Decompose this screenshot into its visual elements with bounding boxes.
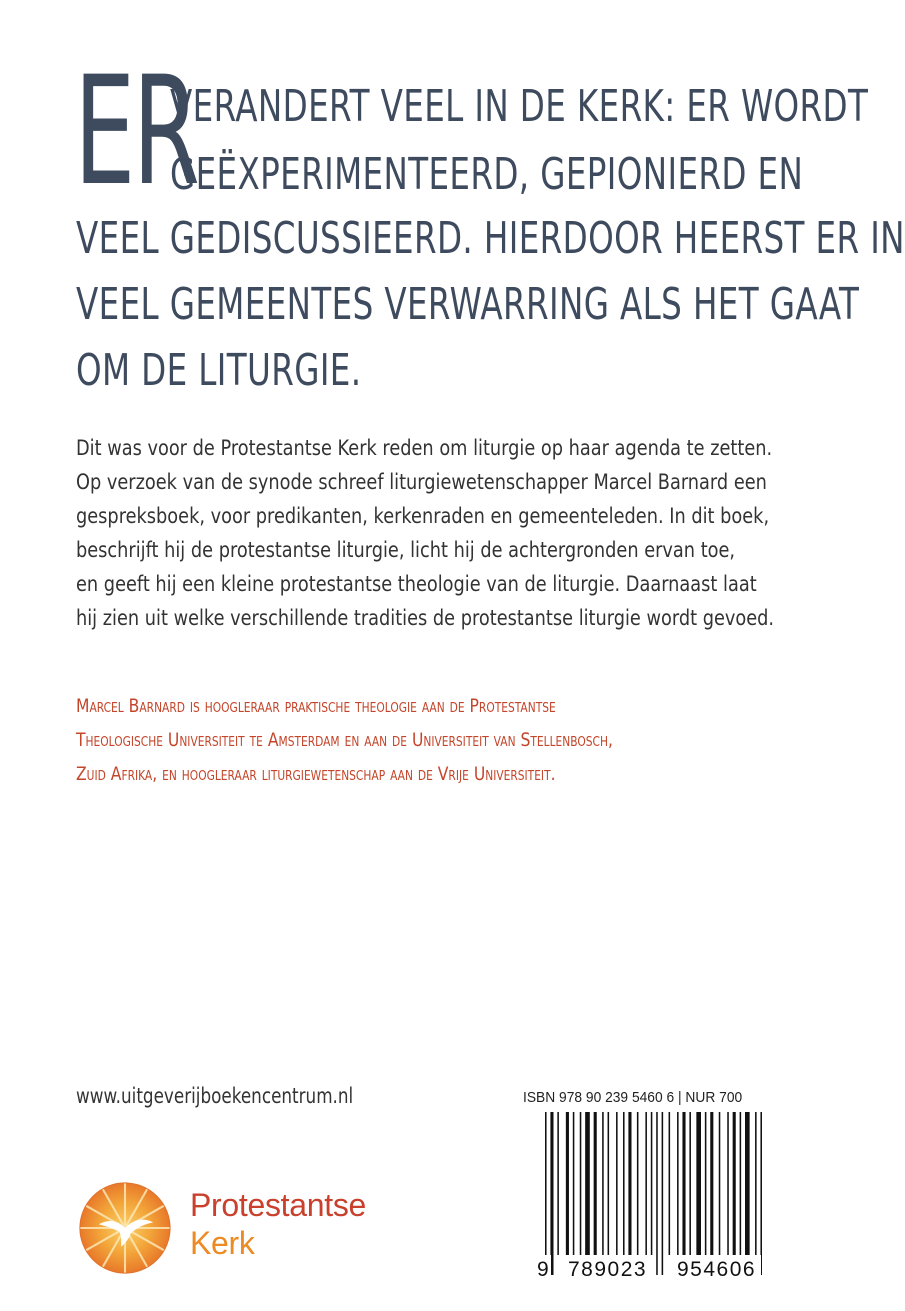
barcode-bar [645,1112,647,1255]
barcode-bar [602,1112,604,1255]
barcode-bar [545,1112,547,1275]
barcode-bar [677,1112,679,1255]
barcode-bar [594,1112,597,1255]
barcode-bar [669,1112,671,1255]
barcode-bar [651,1112,653,1255]
barcode-bar [745,1112,750,1255]
barcode-bar [550,1112,553,1275]
heading-line: OM DE LITURGIE. [76,345,362,396]
barcode-bar [727,1112,729,1255]
barcode-bar [566,1112,569,1255]
barcode-bar [623,1112,625,1255]
author-bio-line: Marcel Barnard is hoogleraar praktische theologie aan de Protestantse [76,695,556,717]
body-line: Op verzoek van de synode schreef liturgiewetenschapper Marcel Barnard een [76,470,767,494]
barcode-bar [580,1112,582,1255]
barcode-bar [616,1112,618,1255]
barcode-bar [628,1112,631,1255]
barcode-bar [760,1112,762,1275]
body-line: beschrijft hij de protestantse liturgie, licht hij de achtergronden ervan toe, [76,538,736,562]
author-bio-line: Zuid Afrika, en hoogleraar liturgiewetenschap aan de Vrije Universiteit. [76,763,556,785]
logo-wordmark-name: Protestantse [190,1187,367,1223]
heading-line: VEEL GEDISCUSSIEERD. HIERDOOR HEERST ER IN [76,213,905,264]
heading-line: VEEL GEMEENTES VERWARRING ALS HET GAAT [76,279,860,330]
barcode-bar [705,1112,707,1255]
barcode-digits-left: 789023 [568,1255,652,1285]
heading-dropcap: ER [74,45,198,219]
barcode-bar [637,1112,639,1255]
body-line: Dit was voor de Protestantse Kerk reden om liturgie op haar agenda te zetten. [76,436,773,460]
protestantse-kerk-logo-icon [78,1181,172,1275]
body-line: gespreksboek, voor predikanten, kerkenraden en gemeenteleden. In dit boek, [76,504,770,528]
body-line: hij zien uit welke verschillende tradities de protestantse liturgie wordt gevoed. [76,606,775,630]
barcode-digit-prefix: 9 [537,1255,551,1285]
barcode-bar [608,1112,610,1255]
author-bio-line: Theologische Universiteit te Amsterdam en aan de Universiteit van Stellenbosch, [76,729,613,751]
logo-wordmark-sub: Kerk [190,1225,255,1261]
barcode-bar [689,1112,691,1255]
barcode-bar [696,1112,701,1255]
barcode-bar [710,1112,713,1255]
isbn-text: ISBN 978 90 239 5460 6 | NUR 700 [523,1089,743,1106]
barcode-bar [740,1112,742,1255]
barcode-bar [585,1112,590,1255]
barcode-bar [662,1112,664,1275]
barcode-bar [557,1112,559,1255]
barcode-bar [719,1112,721,1255]
heading-line: VERANDERT VEEL IN DE KERK: ER WORDT [170,81,869,132]
barcode-digits-right: 954606 [677,1255,761,1285]
heading-line: GEËXPERIMENTEERD, GEPIONIERD EN [170,149,804,200]
isbn-barcode [537,1112,763,1275]
barcode-bar [755,1112,757,1255]
barcode-bar [682,1112,685,1255]
barcode-bar [656,1112,658,1275]
body-line: en geeft hij een kleine protestantse theologie van de liturgie. Daarnaast laat [76,572,757,596]
barcode-bar [733,1112,736,1255]
publisher-website[interactable]: www.uitgeverijboekencentrum.nl [76,1084,354,1108]
barcode-bar [573,1112,575,1255]
